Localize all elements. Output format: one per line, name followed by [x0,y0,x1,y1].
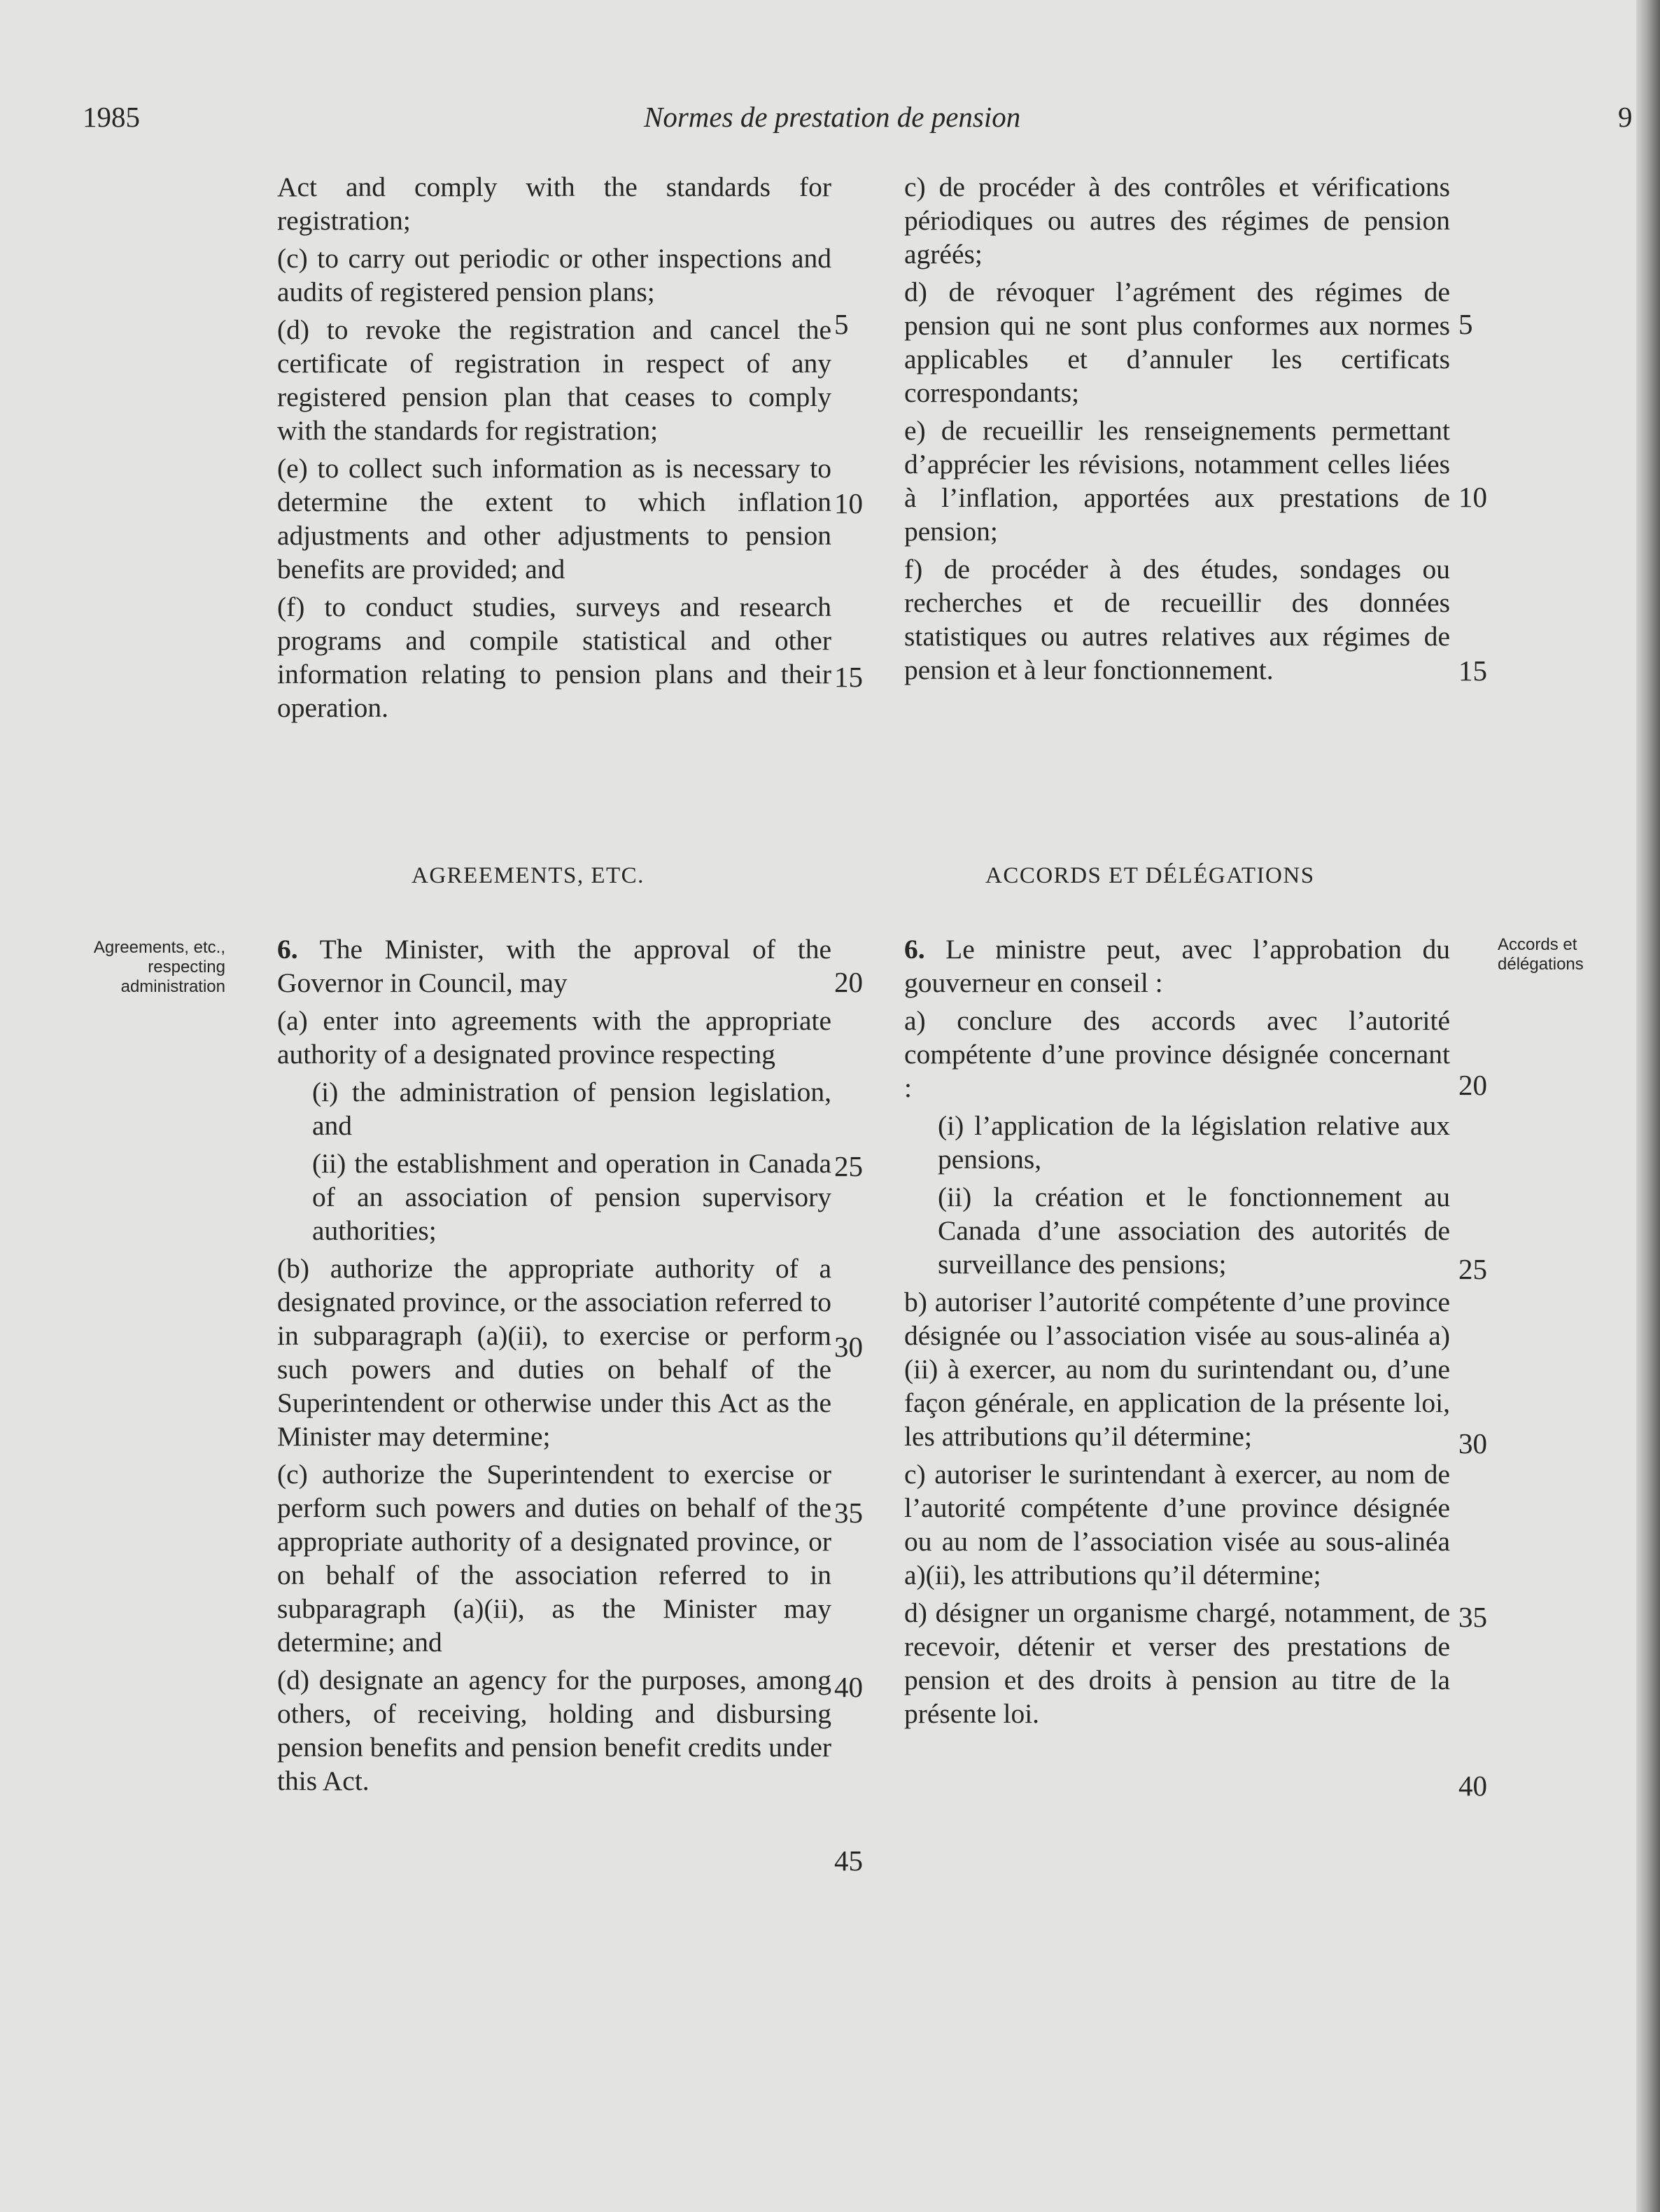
english-paragraph: (c) to carry out periodic or other inspections and audits of registered pension plans; [277,243,831,307]
page-number: 9 [1618,101,1633,133]
line-number: 25 [834,1150,863,1182]
english-top-block [277,170,831,724]
english-paragraph: (b) authorize the appropriate authority of a designated province, or the association referred to in subparagraph (a)(ii), to exercise or perform such powers and duties on behalf of the Superintendent or otherwise under this Act as the Minister may determine; [277,1253,831,1452]
french-subparagraph: (i) l’application de la législation relative aux pensions, [938,1110,1450,1175]
english-paragraph: (d) to revoke the registration and cancel the certificate of registration in respect of any registered pension plan that ceases to comply with the standards for registration; [277,314,831,446]
line-number: 5 [1458,308,1473,340]
french-section-6 [904,932,1450,1730]
header-year: 1985 [83,101,140,133]
line-number: 35 [1458,1601,1487,1633]
french-paragraph: f) de procéder à des études, sondages ou recherches et de recueillir des données statistiques ou autres relatives aux régimes de pension et à leur fonctionnement. [904,554,1450,685]
line-number: 20 [834,966,863,998]
line-number: 15 [1458,654,1487,687]
margin-note-french: Accords et délégations [1498,935,1584,974]
line-number: 10 [1458,481,1487,513]
section-number: 6. [277,934,298,965]
french-paragraph: a) conclure des accords avec l’autorité compétente d’une province désignée concernant : [904,1005,1450,1103]
english-subparagraph: (i) the administration of pension legislation, and [312,1077,831,1141]
section-intro: Le ministre peut, avec l’approbation du gouverneur en conseil : [904,934,1451,998]
english-paragraph: (c) authorize the Superintendent to exercise or perform such powers and duties on behalf of the appropriate authority of a designated province, or on behalf of the association referred to in subparagraph (a)(ii), as the Minister may determine; and [277,1459,831,1658]
english-paragraph: (a) enter into agreements with the appropriate authority of a designated province respecting [277,1005,831,1070]
line-number: 25 [1458,1253,1487,1285]
section-intro: The Minister, with the approval of the Governor in Council, may [277,934,832,998]
line-number: 15 [834,661,863,693]
section-number: 6. [904,934,925,965]
french-paragraph: e) de recueillir les renseignements permettant d’apprécier les révisions, notamment celles liées à l’inflation, apportées aux prestations de pension; [904,415,1450,547]
english-paragraph: (d) designate an agency for the purposes, among others, of receiving, holding and disbursing pension benefits and pension benefit credits under this Act. [277,1665,831,1796]
line-number: 10 [834,487,863,519]
french-paragraph: d) de révoquer l’agrément des régimes de pension qui ne sont plus conformes aux normes applicables et d’annuler les certificats correspondants; [904,276,1450,408]
english-paragraph: Act and comply with the standards for registration; [277,172,831,236]
french-paragraph: b) autoriser l’autorité compétente d’une province désignée ou l’association visée au sous-alinéa a)(ii) à exercer, au nom du surintendant ou, d’une façon générale, en application de la présente loi, les attributions qu’il détermine; [904,1287,1450,1452]
margin-note-english: Agreements, etc., respecting administration [93,938,225,996]
line-number: 20 [1458,1069,1487,1101]
line-number: 45 [834,1844,863,1877]
line-number: 30 [1458,1427,1487,1460]
section-heading-english: AGREEMENTS, ETC. [412,863,645,888]
header-title: Normes de prestation de pension [644,101,1021,133]
line-number: 40 [1458,1770,1487,1802]
english-subparagraph: (ii) the establishment and operation in Canada of an association of pension supervisory authorities; [312,1148,831,1246]
english-paragraph: (e) to collect such information as is necessary to determine the extent to which inflation adjustments and other adjustments to pension benefits are provided; and [277,453,831,584]
french-subparagraph: (ii) la création et le fonctionnement au Canada d’une association des autorités de surveillance des pensions; [938,1182,1450,1280]
line-number: 35 [834,1497,863,1529]
french-paragraph: c) autoriser le surintendant à exercer, au nom de l’autorité compétente d’une province désignée ou au nom de l’association visée au sous-alinéa a)(ii), les attributions qu’il détermine; [904,1459,1450,1590]
line-number: 40 [834,1671,863,1703]
section-heading-french: ACCORDS ET DÉLÉGATIONS [985,863,1315,888]
french-paragraph: c) de procéder à des contrôles et vérifications périodiques ou autres des régimes de pension agréés; [904,172,1450,270]
english-section-6 [277,932,831,1798]
line-number: 5 [834,308,849,340]
french-top-block [904,170,1450,687]
page-edge-shadow [1636,0,1660,2212]
line-number: 30 [834,1331,863,1363]
english-paragraph: (f) to conduct studies, surveys and research programs and compile statistical and other information relating to pension plans and their operation. [277,592,831,723]
french-paragraph: d) désigner un organisme chargé, notamment, de recevoir, détenir et verser des prestations de pension et des droits à pension au titre de la présente loi. [904,1597,1450,1729]
